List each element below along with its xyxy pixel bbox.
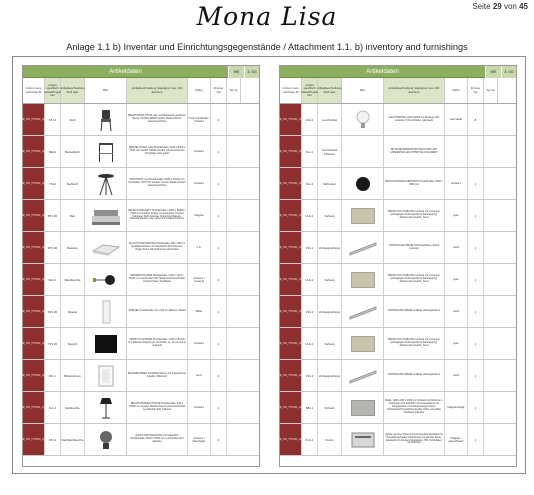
article-type bbox=[484, 232, 498, 263]
article-color: hellgrau / grauschwarz bbox=[445, 424, 468, 455]
article-image-cell bbox=[342, 328, 384, 359]
sheet-title-bar bbox=[280, 66, 516, 78]
table-row bbox=[20, 168, 259, 200]
item-code: GB_OR_TYP001_008 bbox=[23, 328, 45, 359]
article-type bbox=[484, 168, 498, 199]
article-name: Teppich bbox=[61, 328, 85, 359]
article-color: Silber bbox=[188, 296, 211, 327]
curtainrail-image bbox=[346, 299, 380, 325]
article-description: BELEITSTAMA BETT Produktmaße: L2000 x B1600 x H500 mm Kopfteil: Polster mit gesteppten Kopfteil hellgrauer Stoff Unterbau: Boxspring Matratze: Taschenfederkern Inkl. Lattenrost Funktionsrahmen bbox=[127, 200, 188, 231]
bulb-image bbox=[346, 107, 380, 133]
sidetable-image bbox=[89, 139, 123, 165]
article-number: ST1.4 bbox=[45, 104, 61, 135]
table-row bbox=[20, 200, 259, 232]
article-description: BELEITSTAMA STUHL Sitz- und Rückenteil gepolstert Bezug: KUNSTLEDER Gestell: Metall schwarz pulverbeschichtet bbox=[127, 104, 188, 135]
article-color: Cofe Kunstleder / schwarz bbox=[188, 104, 211, 135]
article-number: SB1.1 bbox=[302, 392, 318, 423]
article-number: SP1.30 bbox=[45, 296, 61, 327]
sheet-title: Artikeldaten bbox=[109, 68, 142, 75]
article-type bbox=[484, 104, 498, 135]
article-number: NT1.1 bbox=[45, 424, 61, 455]
article-color: grau bbox=[445, 264, 468, 295]
floorlamp-image bbox=[89, 395, 123, 421]
article-image-cell bbox=[85, 392, 127, 423]
column-header: Bild bbox=[85, 78, 127, 103]
article-name: Wandleuchte bbox=[61, 264, 85, 295]
table-row bbox=[277, 136, 516, 168]
chair-image bbox=[89, 107, 123, 133]
document-frame bbox=[12, 56, 526, 474]
title-small-2: 3. OG bbox=[244, 66, 259, 78]
article-quantity: 2 bbox=[211, 360, 227, 391]
article-description: SPIEGEL Produktmaße: 40 x 160 cm Rahmen: Metall bbox=[127, 296, 188, 327]
article-type bbox=[227, 360, 241, 391]
page-sep: von bbox=[503, 2, 517, 11]
column-header: Farbe bbox=[188, 78, 211, 103]
article-description: TEPPICH SCHWARZ Produktmaße: L2000 x B1700 mm Material: Polypropylen Florhöhe: ca. 10 mm Kante umkettelt bbox=[127, 328, 188, 359]
item-code: GB_OR_TYP001_019 bbox=[280, 328, 302, 359]
article-color: schwarz / messing bbox=[188, 264, 211, 295]
article-number: VS1.3 bbox=[302, 360, 318, 391]
article-description: QUALITÄTSMATRATZE Produktmaße: 160 x 200 cm Qualitätsmatratze mit Kaltschaum-Komfortzonen Hygienischer Schutzüberzug abnehmbar bbox=[127, 232, 188, 263]
article-name: Sitzhocker bbox=[318, 168, 342, 199]
item-code: GB_OR_TYP001_005 bbox=[23, 232, 45, 263]
mattress-image bbox=[89, 235, 123, 261]
article-name: Stehleuchte bbox=[61, 392, 85, 423]
article-type bbox=[484, 328, 498, 359]
article-quantity: 1 bbox=[211, 200, 227, 231]
article-image-cell bbox=[342, 232, 384, 263]
fabric-swatch-image bbox=[351, 208, 375, 224]
article-number: TS12 bbox=[45, 168, 61, 199]
article-number: BT1.90 bbox=[45, 200, 61, 231]
article-color: weiß bbox=[445, 360, 468, 391]
column-header: Artikelbeschreibung (Handgros max. 200 Zeichen) bbox=[127, 78, 188, 103]
article-color: Holz bbox=[188, 360, 211, 391]
article-description: BITTE BEANSPRUCHEN SIE KÜNSTLICH ANIMIERTEN LEUCHTMITTELS FILAMENT bbox=[384, 136, 445, 167]
page-total: 45 bbox=[519, 2, 528, 11]
article-quantity: 2 bbox=[211, 264, 227, 295]
article-type bbox=[227, 136, 241, 167]
article-color: weiß bbox=[445, 296, 468, 327]
item-code: GB_OR_TYP001_016 bbox=[280, 232, 302, 263]
article-quantity: 1 bbox=[468, 296, 484, 327]
article-name: Beistelltisch bbox=[61, 136, 85, 167]
column-header: Artikelbeschreibung Stoff oder bbox=[61, 78, 85, 103]
logo: Mona Lisa bbox=[196, 2, 338, 31]
article-image-cell bbox=[342, 104, 384, 135]
article-name: Bilderrahmen bbox=[61, 360, 85, 391]
article-quantity: 2 bbox=[211, 424, 227, 455]
column-header: Artikelbeschreibung Stoff oder bbox=[318, 78, 342, 103]
article-quantity: 1 bbox=[211, 328, 227, 359]
article-quantity: 8 bbox=[468, 104, 484, 135]
article-number: BI1.1 bbox=[45, 360, 61, 391]
inventory-sheet-left bbox=[22, 65, 260, 467]
table-row bbox=[277, 296, 516, 328]
article-number: KU1.1 bbox=[302, 424, 318, 455]
sheet-title: Artikeldaten bbox=[366, 68, 399, 75]
article-image-cell bbox=[85, 200, 127, 231]
article-color: hellgrau bbox=[188, 200, 211, 231]
article-name: Schrank bbox=[318, 392, 342, 423]
article-description: WANDSPOTLAMPE Produktmaße: L200 x T120 x H120 mm Leuchtmittel: E27 Metall pulverbeschichtet schwarz Kabel: Textilkabel bbox=[127, 264, 188, 295]
item-code: GB_OR_TYP001_021 bbox=[280, 392, 302, 423]
curtainrail-image bbox=[346, 363, 380, 389]
table-row bbox=[20, 392, 259, 424]
article-image-cell bbox=[342, 296, 384, 327]
article-image-cell bbox=[85, 264, 127, 295]
article-description: BELEITUNG VORHANG verdeckt mit und einem geleitgängen Vorhangschiene Faltenlegung: Sichtwendung Farbe: Sand bbox=[384, 200, 445, 231]
article-number: SL1.1 bbox=[45, 392, 61, 423]
article-description: VORHANGSSCHIENE einfältige Vorhangschiene bbox=[384, 360, 445, 391]
table-row bbox=[277, 104, 516, 136]
article-color: schwarz bbox=[188, 328, 211, 359]
article-name: Matratze bbox=[61, 232, 85, 263]
article-image-cell bbox=[85, 360, 127, 391]
table-row bbox=[277, 392, 516, 424]
article-type bbox=[484, 392, 498, 423]
article-type bbox=[227, 200, 241, 231]
article-name: Vorhang bbox=[318, 200, 342, 231]
article-image-cell bbox=[342, 392, 384, 423]
table-row bbox=[20, 328, 259, 360]
table-row bbox=[277, 360, 516, 392]
article-number: SL1.2 bbox=[302, 168, 318, 199]
article-type bbox=[227, 392, 241, 423]
article-type bbox=[484, 360, 498, 391]
article-number: LM1.1 bbox=[302, 104, 318, 135]
page-current: 29 bbox=[492, 2, 502, 11]
column-header: Zimmer Typ bbox=[468, 78, 484, 103]
item-code: GB_OR_TYP001_018 bbox=[280, 296, 302, 327]
bed-image bbox=[89, 203, 123, 229]
item-code: GB_OR_TYP001_020 bbox=[280, 360, 302, 391]
article-number: BE14 bbox=[45, 136, 61, 167]
article-color: schwarz / Rauchglas bbox=[188, 424, 211, 455]
article-quantity: 1 bbox=[468, 168, 484, 199]
article-type bbox=[227, 232, 241, 263]
article-quantity: 1 bbox=[468, 264, 484, 295]
article-quantity: 1 bbox=[468, 360, 484, 391]
column-header: C-Num mere verbinden St bbox=[23, 78, 45, 103]
column-header: projekt spezifisch Artikel/Projekt hier bbox=[45, 78, 61, 103]
standtable-image bbox=[89, 171, 123, 197]
article-color: schwarz bbox=[188, 392, 211, 423]
column-header: Artikelbeschreibung (Handgros max. 200 Zeichen) bbox=[384, 78, 445, 103]
article-description: VORHANGSSCHIENE einfältige Vorhangschiene bbox=[384, 296, 445, 327]
article-name: Vorhangsschiene bbox=[318, 360, 342, 391]
table-row bbox=[20, 136, 259, 168]
article-color: schwarz bbox=[188, 136, 211, 167]
item-code: GB_OR_TYP001_012 bbox=[280, 104, 302, 135]
article-quantity: 1 bbox=[468, 328, 484, 359]
article-quantity: 1 bbox=[211, 168, 227, 199]
item-code: GB_OR_TYP001_002 bbox=[23, 136, 45, 167]
article-quantity: 1 bbox=[211, 232, 227, 263]
article-description: BELEITUNG VORHANG verdeckt mit und einem geleitgängen Vorhangschiene Faltenlegung: Sichtwendung Farbe: Sand bbox=[384, 264, 445, 295]
item-code: GB_OR_TYP001_009 bbox=[23, 360, 45, 391]
article-color bbox=[445, 136, 468, 167]
table-row bbox=[20, 232, 259, 264]
table-row bbox=[20, 104, 259, 136]
article-number: MT1.90 bbox=[45, 232, 61, 263]
article-type bbox=[484, 136, 498, 167]
article-name: Bett bbox=[61, 200, 85, 231]
article-description: BEISTELLTISCH eckig Produktmaße: L400 x B400 x H510 mm Gestell: Metall schwarz pulverbeschichtet Tischplatte: Glas getönt bbox=[127, 136, 188, 167]
article-description: LEUCHTMITTEL LED-Glühbirnen Fassung: E27 Leistung: 9 W Lichtfarbe: warmweiß bbox=[384, 104, 445, 135]
cabinet-swatch-image bbox=[351, 400, 375, 416]
article-color: schwarz bbox=[188, 168, 211, 199]
article-type bbox=[227, 168, 241, 199]
article-image-cell bbox=[85, 168, 127, 199]
table-row bbox=[20, 360, 259, 392]
sheet-title-bar bbox=[23, 66, 259, 78]
item-code: GB_OR_TYP001_017 bbox=[280, 264, 302, 295]
article-image-cell bbox=[342, 264, 384, 295]
table-row bbox=[277, 168, 516, 200]
article-number: VH1.1 bbox=[302, 200, 318, 231]
article-type bbox=[484, 424, 498, 455]
article-image-cell bbox=[85, 104, 127, 135]
title-small-1: WE bbox=[228, 66, 244, 78]
article-image-cell bbox=[342, 136, 384, 167]
table-row bbox=[20, 296, 259, 328]
table-row bbox=[20, 424, 259, 456]
article-description: BELEITUNG VORHANG verdeckt mit und einem geleitgängen Vorhangschiene Faltenlegung: Sichtwendung Farbe: Sand bbox=[384, 328, 445, 359]
column-header-row bbox=[23, 78, 259, 104]
article-type bbox=[227, 104, 241, 135]
article-number: VS1.2 bbox=[302, 296, 318, 327]
item-code: GB_OR_TYP001_022 bbox=[280, 424, 302, 455]
page-heading: Anlage 1.1 b) Inventar und Einrichtungsgegenstände / Attachment 1.1. b) inventory and furnishings bbox=[66, 42, 468, 52]
article-name: Küche bbox=[318, 424, 342, 455]
article-image-cell bbox=[342, 168, 384, 199]
article-image-cell bbox=[85, 136, 127, 167]
inventory-sheet-right bbox=[279, 65, 517, 467]
item-code: GB_OR_TYP001_015 bbox=[280, 200, 302, 231]
article-number: TP1.30 bbox=[45, 328, 61, 359]
column-header-row bbox=[280, 78, 516, 104]
column-header: C-Num mere verbinden St bbox=[280, 78, 302, 103]
article-name: Vorhangsschiene bbox=[318, 296, 342, 327]
article-number: KL1.1 bbox=[302, 136, 318, 167]
article-color: grau bbox=[445, 200, 468, 231]
article-type bbox=[484, 200, 498, 231]
article-quantity: 1 bbox=[211, 392, 227, 423]
article-number: WL1.1 bbox=[45, 264, 61, 295]
article-image-cell bbox=[85, 424, 127, 455]
title-small-2: 3. OG bbox=[501, 66, 516, 78]
article-name: Nachttischleuchte bbox=[61, 424, 85, 455]
table-row bbox=[20, 264, 259, 296]
article-description: Maße: 1000 x 600 x 2000 mm Schrank mit Drehtüren - Holzdesign und Farbfolien Innenausstattung mit Einlegeböden und Kleiderstange Korpus: Holzwerkstoff beschichtet Sockel: Höhe verstellbar Schlösser inklusive bbox=[384, 392, 445, 423]
article-color: grau bbox=[445, 328, 468, 359]
article-type bbox=[227, 296, 241, 327]
pouf-image bbox=[346, 171, 380, 197]
column-header: Typ Ve bbox=[227, 78, 241, 103]
article-name: Vorhangsschiene bbox=[318, 232, 342, 263]
rug-image bbox=[89, 331, 123, 357]
article-type bbox=[227, 328, 241, 359]
column-header: Zimmer Typ bbox=[211, 78, 227, 103]
tablelamp-image bbox=[89, 427, 123, 453]
table-row bbox=[277, 200, 516, 232]
table-row bbox=[277, 328, 516, 360]
table-row bbox=[277, 264, 516, 296]
article-image-cell bbox=[85, 232, 127, 263]
article-description: Geräte auf einer Höhe kochend Induktionskochfeld mit Dunstabzugshaube Kühlschrank: integrierbar Spüle: Edelstahl mit Armatur Arbeitsplatte: HPL Schubladen mit Softclose bbox=[384, 424, 445, 455]
article-quantity: 1 bbox=[468, 424, 484, 455]
item-code: GB_OR_TYP001_004 bbox=[23, 200, 45, 231]
article-name: Leuchtmittel Filament bbox=[318, 136, 342, 167]
item-code: GB_OR_TYP001_014 bbox=[280, 168, 302, 199]
item-code: GB_OR_TYP001_007 bbox=[23, 296, 45, 327]
fabric-swatch-image bbox=[351, 272, 375, 288]
article-description: BELEITSTEHLEUCHTEITE Produktmaße: D40 x H1500 mm Gestell: Metall schwarz pulverbeschichtet Leuchtmittel: E27 inklusive bbox=[127, 392, 188, 423]
article-quantity: 1 bbox=[468, 392, 484, 423]
table-row bbox=[277, 232, 516, 264]
article-color: o.A. bbox=[188, 232, 211, 263]
article-quantity: 1 bbox=[211, 136, 227, 167]
article-type bbox=[227, 424, 241, 455]
article-image-cell bbox=[342, 424, 384, 455]
item-code: GB_OR_TYP001_006 bbox=[23, 264, 45, 295]
article-image-cell bbox=[342, 200, 384, 231]
article-color: hellgrau/beige bbox=[445, 392, 468, 423]
article-image-cell bbox=[85, 328, 127, 359]
article-quantity bbox=[468, 136, 484, 167]
article-quantity: 1 bbox=[468, 232, 484, 263]
walllamp-image bbox=[89, 267, 123, 293]
item-code: GB_OR_TYP001_010 bbox=[23, 392, 45, 423]
article-name: Spiegel bbox=[61, 296, 85, 327]
article-number: VS1.1 bbox=[302, 232, 318, 263]
article-description: BILDERRAHMEN Foto/Bilderrahmen mit eingerahmter Graphik / Bildmotiv bbox=[127, 360, 188, 391]
curtainrail-image bbox=[346, 235, 380, 261]
column-header: Typ Ve bbox=[484, 78, 498, 103]
item-code: GB_OR_TYP001_008 bbox=[23, 104, 45, 135]
article-quantity: 2 bbox=[211, 104, 227, 135]
article-type bbox=[484, 296, 498, 327]
article-type bbox=[227, 264, 241, 295]
column-header: Bild bbox=[342, 78, 384, 103]
article-image-cell bbox=[342, 360, 384, 391]
article-name: Vorhang bbox=[318, 264, 342, 295]
article-number: VH1.2 bbox=[302, 264, 318, 295]
article-description: VORHANGSSCHIENE Vorhangschiene einfach befestigt bbox=[384, 232, 445, 263]
article-type bbox=[484, 264, 498, 295]
page-number bbox=[472, 2, 528, 11]
table-row bbox=[277, 424, 516, 456]
fabric-swatch-image bbox=[351, 336, 375, 352]
article-description: STEHTISCH rund Produktmaße: D600 x H1100 mm Tischplatte: Holz HPL schwarz Gestell: Metall schwarz pulverbeschichtet bbox=[127, 168, 188, 199]
column-header: Farbe bbox=[445, 78, 468, 103]
item-code: GB_OR_TYP001_003 bbox=[23, 168, 45, 199]
article-name: Vorhang bbox=[318, 328, 342, 359]
article-quantity: 1 bbox=[211, 296, 227, 327]
article-number: VH1.3 bbox=[302, 328, 318, 359]
article-color: weiß bbox=[445, 232, 468, 263]
article-name: Stuhl bbox=[61, 104, 85, 135]
mirror-image bbox=[89, 299, 123, 325]
frame-image bbox=[89, 363, 123, 389]
article-color: warmweiß bbox=[445, 104, 468, 135]
kitchen-image bbox=[346, 427, 380, 453]
article-quantity: 1 bbox=[468, 200, 484, 231]
item-code: GB_OR_TYP001_013 bbox=[280, 136, 302, 167]
article-color: schwarz bbox=[445, 168, 468, 199]
article-description: METALLHOCKER ANDROPOV Produktmaße: D300 x H450 mm bbox=[384, 168, 445, 199]
article-name: Stehtisch bbox=[61, 168, 85, 199]
column-header: projekt spezifisch Artikel/Projekt hier bbox=[302, 78, 318, 103]
title-small-1: WE bbox=[485, 66, 501, 78]
article-name: Leuchtmittel bbox=[318, 104, 342, 135]
item-code: GB_OR_TYP001_011 bbox=[23, 424, 45, 455]
article-description: NACHTTISCHLEUCHTE mit Glasschirm Produktmaße: D200 x H300 mm Leuchtmittel: E14 inklusive bbox=[127, 424, 188, 455]
article-image-cell bbox=[85, 296, 127, 327]
page-label: Seite bbox=[472, 2, 491, 11]
